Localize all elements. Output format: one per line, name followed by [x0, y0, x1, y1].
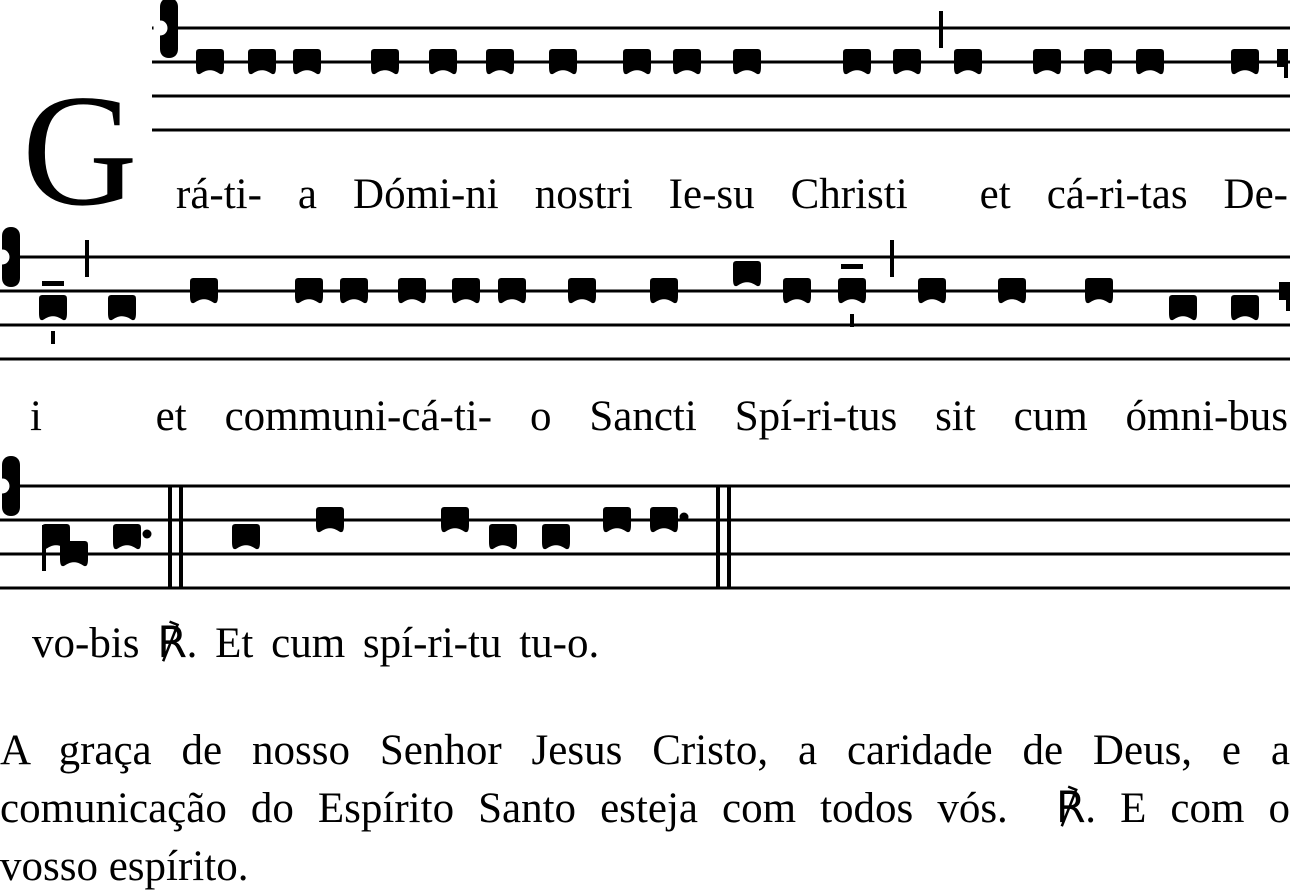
punctum-note — [783, 278, 811, 303]
punctum-note — [39, 295, 67, 320]
double-bar — [168, 485, 172, 590]
custos-tail — [1286, 291, 1290, 311]
punctum-note — [441, 507, 469, 532]
punctum-note — [452, 278, 480, 303]
double-bar — [716, 485, 720, 590]
punctum-note — [316, 507, 344, 532]
staff-line — [0, 358, 1290, 361]
punctum-note — [1231, 49, 1259, 74]
punctum-note — [295, 278, 323, 303]
lyric-line-2: i et communi-cá-ti- o Sancti Spí-ri-tus sit cum ómni-bus — [30, 393, 1288, 440]
double-bar — [179, 485, 183, 590]
staff-line — [0, 553, 1290, 556]
punctum-note — [489, 524, 517, 549]
punctum-note — [248, 49, 276, 74]
punctum-note — [108, 295, 136, 320]
do-clef-icon — [0, 227, 20, 287]
punctum-note — [1084, 49, 1112, 74]
staff-line — [152, 95, 1290, 98]
punctum-note — [954, 49, 982, 74]
punctum-note — [1085, 278, 1113, 303]
punctum-note — [398, 278, 426, 303]
punctum-note — [542, 524, 570, 549]
translation-line-1: A graça de nosso Senhor Jesus Cristo, a caridade de Deus, e a — [0, 727, 1290, 774]
mora-dot — [143, 530, 152, 539]
punctum-note — [838, 278, 866, 303]
staff-line — [152, 27, 1290, 30]
punctum-note — [1136, 49, 1164, 74]
punctum-note — [340, 278, 368, 303]
translation-line-3: vosso espírito. — [0, 843, 249, 890]
punctum-note — [232, 524, 260, 549]
punctum-note — [733, 49, 761, 74]
episema-mark — [841, 264, 863, 269]
translation-line-2: comunicação do Espírito Santo esteja com todos vós. ℟. E com o — [0, 785, 1290, 832]
punctum-note — [60, 541, 88, 566]
punctum-note — [486, 49, 514, 74]
punctum-note — [1033, 49, 1061, 74]
punctum-note — [998, 278, 1026, 303]
do-clef-icon — [0, 456, 20, 516]
punctum-note — [498, 278, 526, 303]
punctum-note — [918, 278, 946, 303]
staff-line — [0, 587, 1290, 590]
punctum-note — [429, 49, 457, 74]
quarter-bar — [85, 240, 89, 277]
quarter-bar — [939, 11, 943, 48]
custos-tail — [1284, 58, 1288, 78]
punctum-note — [603, 507, 631, 532]
punctum-note — [893, 49, 921, 74]
punctum-note — [293, 49, 321, 74]
staff-line — [0, 256, 1290, 259]
quarter-bar — [890, 240, 894, 277]
double-bar — [727, 485, 731, 590]
mora-dot — [680, 513, 689, 522]
punctum-note — [1169, 295, 1197, 320]
ictus-mark — [51, 331, 55, 344]
lyric-line-1: rá-ti- a Dómi-ni nostri Ie-su Christi et cá-ri-tas De- — [176, 171, 1288, 218]
punctum-note — [650, 278, 678, 303]
punctum-note — [650, 507, 678, 532]
translation-paragraph — [0, 722, 1290, 895]
staff-line — [152, 129, 1290, 132]
punctum-note — [673, 49, 701, 74]
punctum-note — [843, 49, 871, 74]
punctum-note — [1231, 295, 1259, 320]
punctum-note — [113, 524, 141, 549]
punctum-note — [196, 49, 224, 74]
staff-line — [0, 519, 1290, 522]
staff-line — [0, 324, 1290, 327]
staff-line — [0, 485, 1290, 488]
drop-cap-initial: G — [22, 61, 138, 239]
lyric-line-3: vo-bis ℟. Et cum spí-ri-tu tu-o. — [32, 620, 600, 667]
punctum-note — [190, 278, 218, 303]
ictus-mark — [850, 314, 854, 327]
punctum-note — [733, 261, 761, 286]
staff-line — [152, 61, 1290, 64]
punctum-note — [568, 278, 596, 303]
punctum-note — [371, 49, 399, 74]
episema-mark — [42, 281, 64, 286]
do-clef-icon — [154, 0, 179, 58]
punctum-note — [623, 49, 651, 74]
punctum-note — [549, 49, 577, 74]
